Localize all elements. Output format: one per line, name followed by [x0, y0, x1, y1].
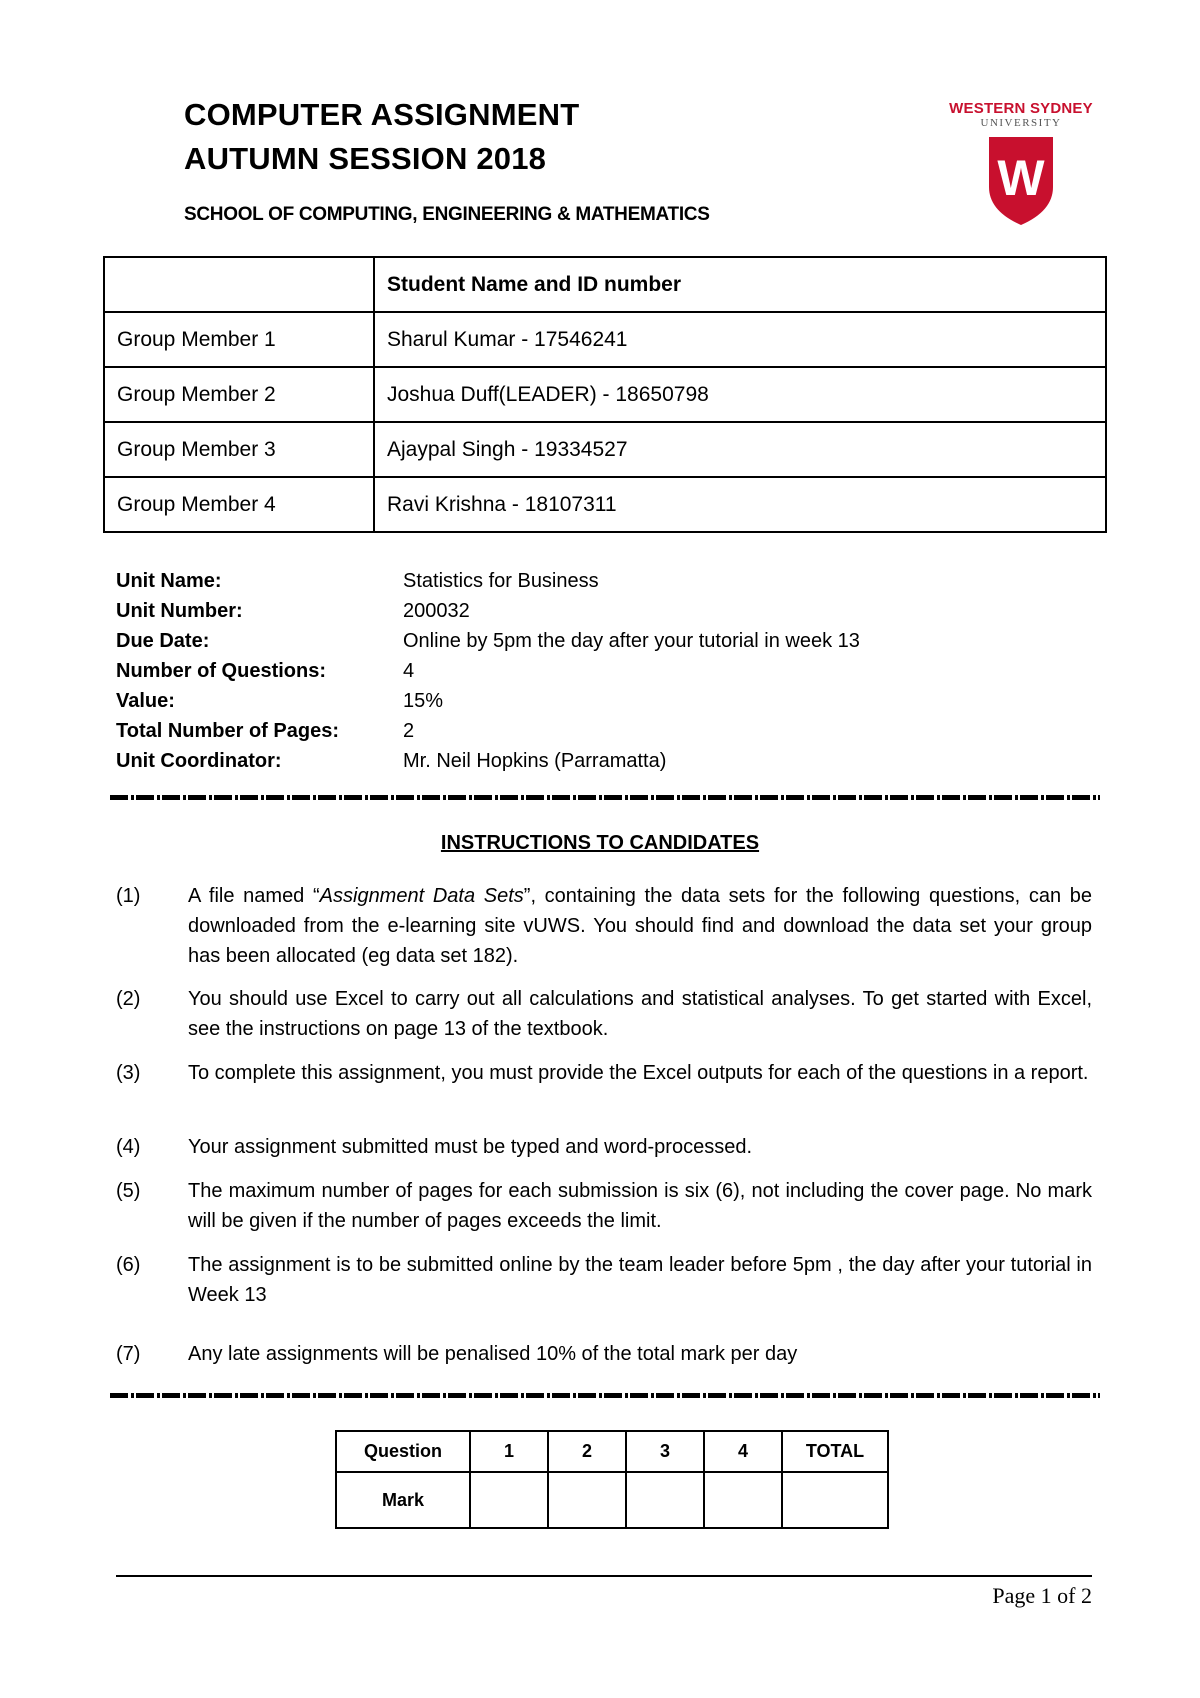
instruction-text: The assignment is to be submitted online by the team leader before 5pm , the day after your tutorial in Week 13: [188, 1254, 1092, 1306]
instruction-text: Any late assignments will be penalised 10% of the total mark per day: [188, 1343, 798, 1365]
shield-icon: [987, 135, 1055, 227]
unit-info-value: 15%: [403, 690, 444, 712]
unit-info-row: [116, 746, 1016, 776]
footer-divider: [116, 1575, 1092, 1577]
member-label: Group Member 3: [104, 422, 374, 477]
instruction-number: (4): [116, 1136, 141, 1158]
member-value: Joshua Duff(LEADER) - 18650798: [374, 367, 1106, 422]
member-value: Ravi Krishna - 18107311: [374, 477, 1106, 532]
marks-table: [335, 1430, 889, 1529]
table-row: [104, 312, 1106, 367]
marks-row: [336, 1472, 888, 1528]
marks-header-cell: Question: [336, 1431, 470, 1472]
member-label: Group Member 4: [104, 477, 374, 532]
file-name-emphasis: Assignment Data Sets: [319, 885, 524, 907]
marks-header-cell: TOTAL: [782, 1431, 888, 1472]
unit-info-label: Total Number of Pages:: [116, 720, 339, 742]
marks-header-cell: 1: [470, 1431, 548, 1472]
logo-text-line1: WESTERN SYDNEY: [949, 100, 1093, 117]
instruction-number: (5): [116, 1180, 141, 1202]
instruction-text: To complete this assignment, you must provide the Excel outputs for each of the questions in a report.: [188, 1062, 1089, 1084]
document-title: COMPUTER ASSIGNMENT: [184, 97, 580, 132]
unit-info-value: 4: [403, 660, 415, 682]
unit-info-row: [116, 656, 1016, 686]
member-label: Group Member 2: [104, 367, 374, 422]
mark-cell: [626, 1472, 704, 1528]
instruction-text: You should use Excel to carry out all calculations and statistical analyses. To get started with Excel, see the instructions on page 13 of the textbook.: [188, 988, 1092, 1040]
unit-info-value: 200032: [403, 600, 470, 622]
unit-info-row: [116, 716, 1016, 746]
instruction-number: (7): [116, 1343, 141, 1365]
unit-info-value: Online by 5pm the day after your tutorial in week 13: [403, 630, 860, 652]
unit-info-value: Mr. Neil Hopkins (Parramatta): [403, 750, 667, 772]
marks-header-cell: 3: [626, 1431, 704, 1472]
marks-row-label: Mark: [336, 1472, 470, 1528]
university-logo: [936, 100, 1106, 230]
table-row: [104, 422, 1106, 477]
member-value: Sharul Kumar - 17546241: [374, 312, 1106, 367]
member-label: Group Member 1: [104, 312, 374, 367]
marks-header-cell: 4: [704, 1431, 782, 1472]
table-row: [104, 367, 1106, 422]
table-header-row: [104, 257, 1106, 312]
unit-info-value: Statistics for Business: [403, 570, 599, 592]
unit-info: [116, 566, 1016, 776]
instruction-number: (2): [116, 988, 141, 1010]
mark-cell: [470, 1472, 548, 1528]
logo-text-line2: UNIVERSITY: [980, 117, 1062, 129]
instruction-text: The maximum number of pages for each submission is six (6), not including the cover page. No mark will be given if the number of pages exceeds the limit.: [188, 1180, 1092, 1232]
table-row: [104, 477, 1106, 532]
unit-info-row: [116, 566, 1016, 596]
instruction-text: Your assignment submitted must be typed and word-processed.: [188, 1136, 753, 1158]
marks-header-cell: 2: [548, 1431, 626, 1472]
instruction-number: (6): [116, 1254, 141, 1276]
instructions-heading: INSTRUCTIONS TO CANDIDATES: [440, 832, 760, 854]
section-divider: [110, 795, 1100, 800]
instruction-text: [188, 881, 1092, 971]
mark-cell: [782, 1472, 888, 1528]
table-header-cell: Student Name and ID number: [374, 257, 1106, 312]
document-subtitle: AUTUMN SESSION 2018: [184, 141, 547, 176]
unit-info-label: Value:: [116, 690, 175, 712]
member-value: Ajaypal Singh - 19334527: [374, 422, 1106, 477]
page-number: Page 1 of 2: [992, 1583, 1092, 1608]
unit-info-row: [116, 686, 1016, 716]
unit-info-row: [116, 626, 1016, 656]
unit-info-label: Unit Number:: [116, 600, 243, 622]
section-divider: [110, 1393, 1100, 1398]
instruction-text-part: A file named “: [188, 885, 320, 907]
table-header-empty: [104, 257, 374, 312]
school-name: SCHOOL OF COMPUTING, ENGINEERING & MATHEMATICS: [184, 204, 710, 225]
instruction-number: (1): [116, 885, 141, 907]
marks-header-row: [336, 1431, 888, 1472]
logo-letter: W: [997, 150, 1045, 206]
instruction-text-part: ”, containing the data sets for the following questions, can be downloaded from the e-learning site vUWS. You should find and download the data set your group has been allocated (eg data set 182).: [188, 885, 1092, 967]
unit-info-label: Due Date:: [116, 630, 210, 652]
unit-info-value: 2: [403, 720, 415, 742]
unit-info-label: Number of Questions:: [116, 660, 327, 682]
mark-cell: [548, 1472, 626, 1528]
instruction-number: (3): [116, 1062, 141, 1084]
unit-info-row: [116, 596, 1016, 626]
unit-info-label: Unit Name:: [116, 570, 222, 592]
group-members-table: [103, 256, 1107, 533]
mark-cell: [704, 1472, 782, 1528]
unit-info-label: Unit Coordinator:: [116, 750, 282, 772]
